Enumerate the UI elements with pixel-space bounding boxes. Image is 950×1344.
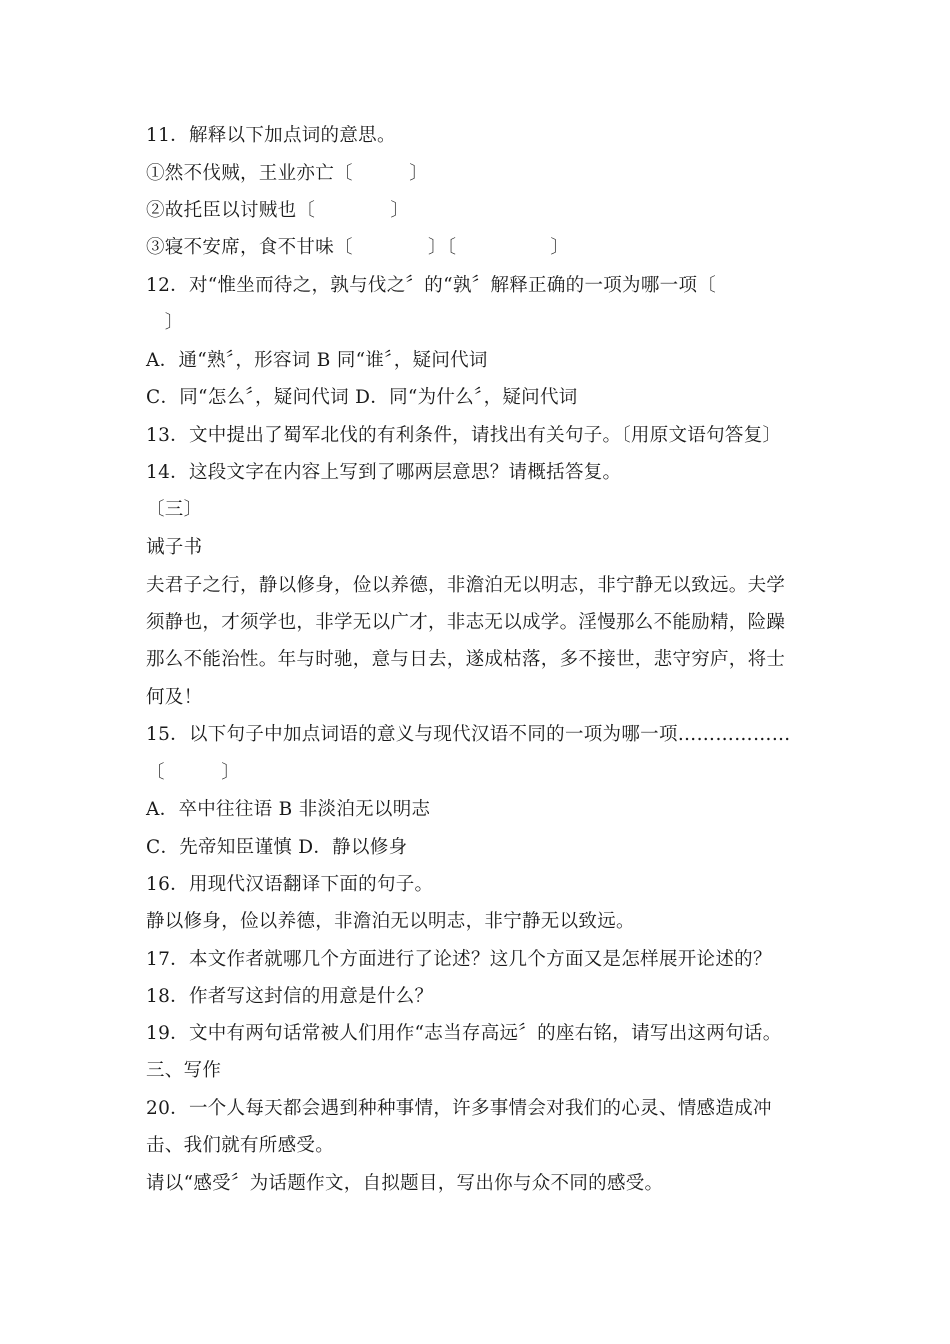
q17-question: 17．本文作者就哪几个方面进行了论述？这几个方面又是怎样展开论述的？ bbox=[146, 949, 772, 970]
q16-question: 16．用现代汉语翻译下面的句子。 bbox=[146, 874, 434, 895]
q20-question-line-1: 20．一个人每天都会遇到种种事情，许多事情会对我们的心灵、情感造成冲 bbox=[146, 1098, 772, 1119]
q12-option-cd: C．同“怎么〞，疑问代词 D．同“为什么〞，疑问代词 bbox=[146, 387, 578, 408]
passage-title: 诫子书 bbox=[146, 537, 203, 558]
q15-option-cd: C．先帝知臣谨慎 D．静以修身 bbox=[146, 837, 408, 858]
passage-line-2: 须静也，才须学也，非学无以广才，非志无以成学。淫慢那么不能励精，险躁 bbox=[146, 612, 786, 633]
passage-line-3: 那么不能治性。年与时驰，意与日去，遂成枯落，多不接世，悲守穷庐，将士 bbox=[146, 649, 786, 670]
q15-bracket: 〔 〕 bbox=[146, 762, 241, 783]
q20-prompt: 请以“感受〞为话题作文，自拟题目，写出你与众不同的感受。 bbox=[146, 1173, 664, 1194]
q20-question-line-2: 击、我们就有所感受。 bbox=[146, 1135, 335, 1156]
passage-line-4: 何及！ bbox=[146, 687, 203, 708]
q11-heading: 11．解释以下加点词的意思。 bbox=[146, 125, 396, 146]
q18-question: 18．作者写这封信的用意是什么？ bbox=[146, 986, 434, 1007]
q14-question: 14．这段文字在内容上写到了哪两层意思？请概括答复。 bbox=[146, 462, 622, 483]
q19-question: 19．文中有两句话常被人们用作“志当存高远〞的座右铭，请写出这两句话。 bbox=[146, 1023, 782, 1044]
passage-line-1: 夫君子之行，静以修身，俭以养德，非澹泊无以明志，非宁静无以致远。夫学 bbox=[146, 575, 786, 596]
q11-item-2: ②故托臣以讨贼也〔 〕 bbox=[146, 200, 410, 221]
q12-question: 12．对“惟坐而待之，孰与伐之〞的“孰〞解释正确的一项为哪一项〔 bbox=[146, 275, 717, 296]
q12-option-ab: A．通“熟〞，形容词 B 同“谁〞，疑问代词 bbox=[146, 350, 488, 371]
q16-sentence: 静以修身，俭以养德，非澹泊无以明志，非宁静无以致远。 bbox=[146, 911, 635, 932]
q13-question: 13．文中提出了蜀军北伐的有利条件，请找出有关句子。〔用原文语句答复〕 bbox=[146, 425, 782, 446]
q15-question: 15．以下句子中加点词语的意义与现代汉语不同的一项为哪一项……………… bbox=[146, 724, 791, 745]
q11-item-3: ③寝不安席，食不甘味〔 〕〔 〕 bbox=[146, 237, 570, 258]
q11-item-1: ①然不伐贼，王业亦亡〔 〕 bbox=[146, 163, 429, 184]
q12-bracket: 〕 bbox=[146, 312, 184, 333]
q15-option-ab: A．卒中往往语 B 非淡泊无以明志 bbox=[146, 799, 431, 820]
section-three-heading: 〔三〕 bbox=[146, 499, 203, 520]
writing-section-heading: 三、写作 bbox=[146, 1060, 222, 1081]
